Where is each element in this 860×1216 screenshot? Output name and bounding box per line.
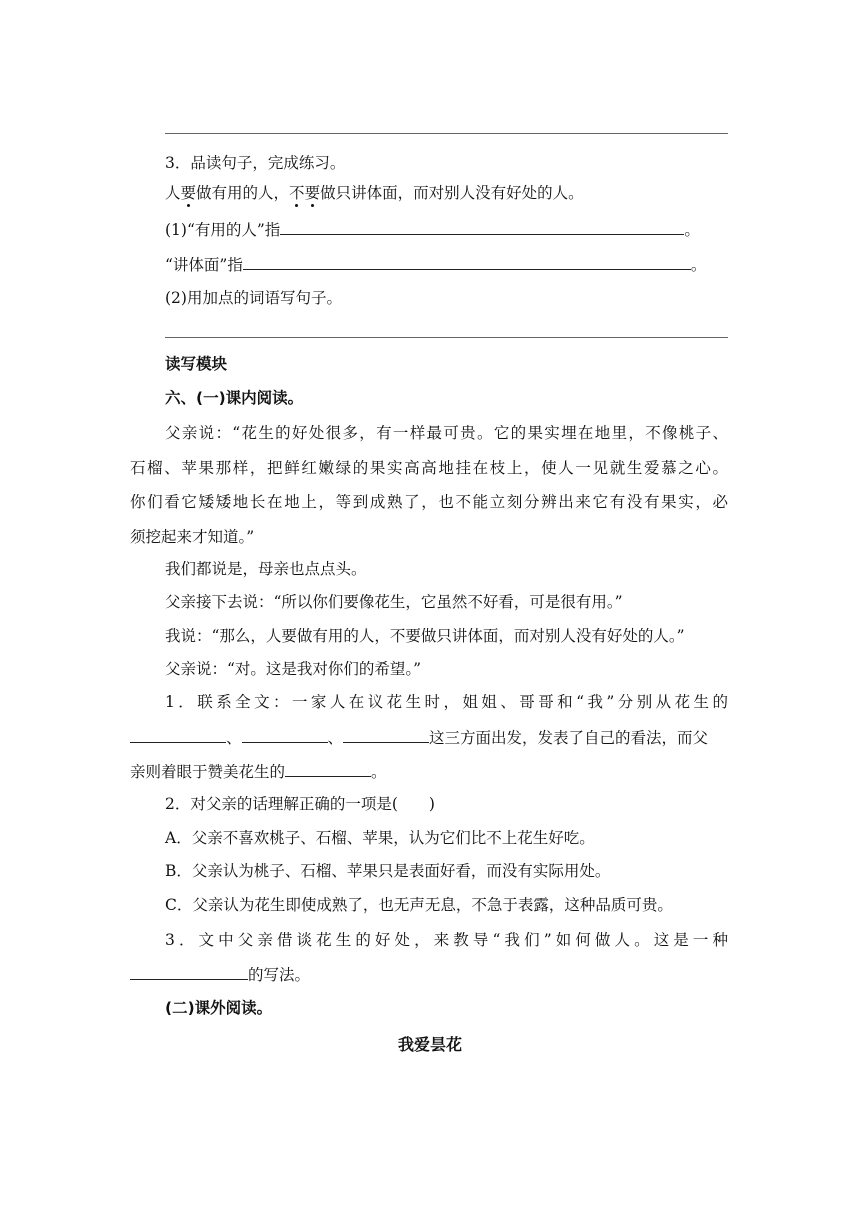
option-c[interactable]: C．父亲认为花生即使成熟了，也无声无息，不急于表露，这种品质可贵。 (165, 896, 673, 914)
passage-line: 石榴、苹果那样，把鲜红嫩绿的果实高高地挂在枝上，使人一见就生爱慕之心。 (130, 459, 728, 477)
question-1-line3: 亲则着眼于赞美花生的 。 (130, 763, 387, 781)
question-1-blanks: 、 、 这三方面出发，发表了自己的看法，而父 (130, 727, 708, 748)
fill-blank[interactable] (343, 727, 429, 743)
option-a[interactable]: A．父亲不喜欢桃子、石榴、苹果，认为它们比不上花生好吃。 (165, 829, 595, 847)
question-3-heading: 3．品读句子，完成练习。 (165, 154, 346, 172)
passage-line: 我说：“那么，人要做有用的人，不要做只讲体面，而对别人没有好处的人。” (165, 627, 685, 645)
emphasis-dot-word: 要 (304, 184, 321, 202)
answer-line (165, 133, 728, 134)
passage-line: 你们看它矮矮地长在地上，等到成熟了，也不能立刻分辨出来它有没有果实，必 (130, 493, 728, 511)
sub-question-1b: “讲体面”指 。 (165, 256, 707, 274)
passage-line: 父亲接下去说：“所以你们要像花生，它虽然不好看，可是很有用。” (165, 593, 623, 611)
module-title: 读写模块 (165, 355, 228, 373)
fill-blank[interactable] (242, 727, 328, 743)
fill-blank[interactable] (280, 219, 684, 235)
question-3-line: 3．文中父亲借谈花生的好处，来教导“我们”如何做人。这是一种 (165, 931, 728, 949)
fill-blank[interactable] (243, 254, 691, 270)
section-6-heading: 六、(一)课内阅读。 (165, 389, 304, 407)
question-2-stem: 2．对父亲的话理解正确的一项是( ) (165, 795, 435, 813)
sub-question-2: (2)用加点的词语写句子。 (165, 289, 342, 307)
question-3-line2: 的写法。 (130, 964, 310, 985)
fill-blank[interactable] (130, 964, 248, 980)
answer-line (165, 337, 728, 338)
question-1-line: 1．联系全文：一家人在议花生时，姐姐、哥哥和“我”分别从花生的 (165, 693, 728, 711)
sub-question-1: (1)“有用的人”指 。 (165, 221, 700, 239)
quoted-sentence: 人要做有用的人，不要做只讲体面，而对别人没有好处的人。 (165, 184, 584, 202)
fill-blank[interactable] (130, 727, 226, 743)
passage-line: 我们都说是，母亲也点点头。 (165, 560, 367, 578)
article-title: 我爱昙花 (397, 1035, 462, 1054)
passage-line: 父亲说：“花生的好处很多，有一样最可贵。它的果实埋在地里，不像桃子、 (165, 424, 728, 442)
passage-line: 父亲说：“对。这是我对你们的希望。” (165, 660, 422, 678)
fill-blank[interactable] (285, 761, 371, 777)
passage-line: 须挖起来才知道。” (130, 528, 255, 546)
section-6b-heading: (二)课外阅读。 (165, 999, 273, 1017)
emphasis-dot-word: 要 (180, 184, 197, 202)
option-b[interactable]: B．父亲认为桃子、石榴、苹果只是表面好看，而没有实际用处。 (165, 862, 611, 880)
emphasis-dot-word: 不 (289, 184, 305, 202)
